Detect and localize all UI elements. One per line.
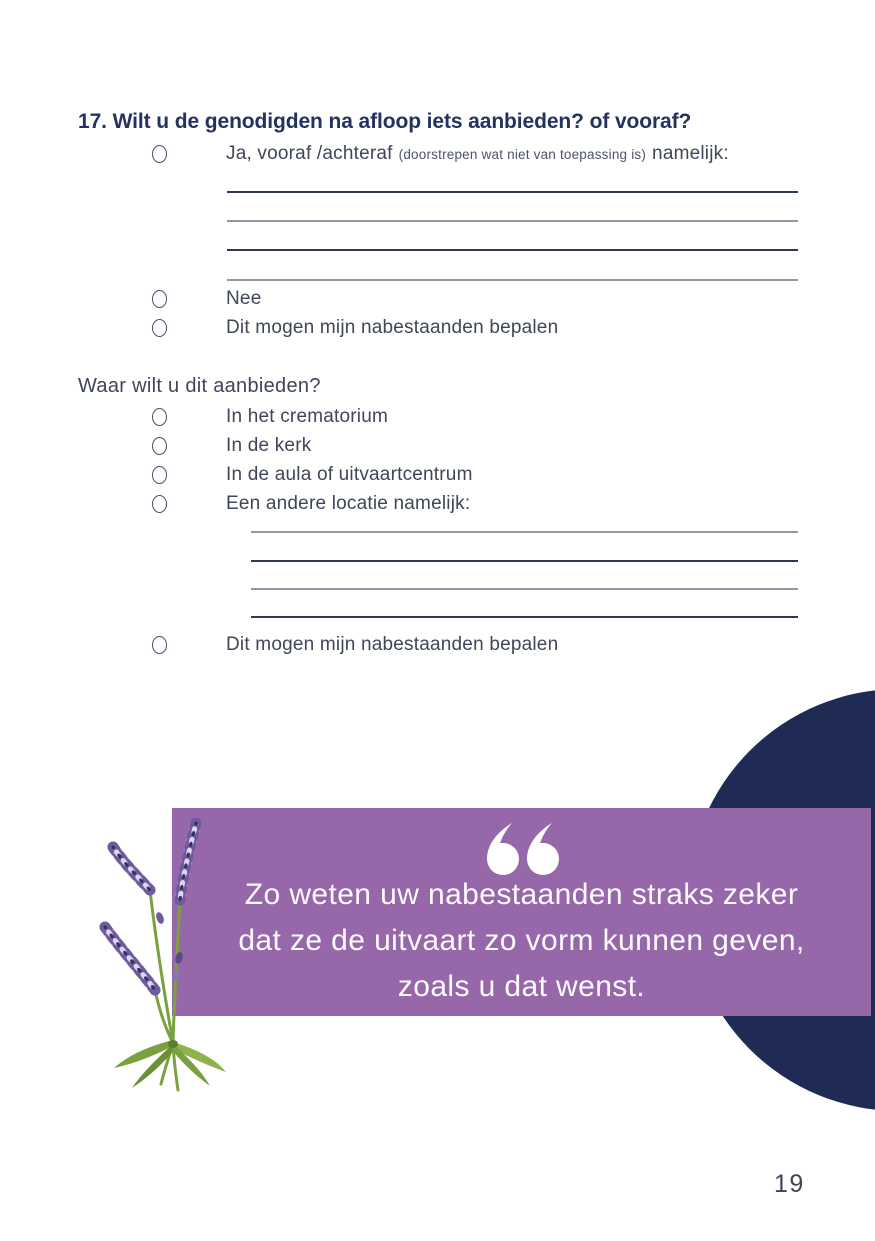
option-label	[226, 143, 729, 165]
quote-line: zoals u dat wenst.	[397, 970, 646, 1003]
option-label: Dit mogen mijn nabestaanden bepalen	[226, 634, 559, 655]
write-line[interactable]	[227, 220, 798, 222]
quote-text	[172, 872, 871, 1010]
option-label: In het crematorium	[226, 406, 388, 427]
write-line[interactable]	[227, 279, 798, 281]
option-label-note: (doorstrepen wat niet van toepassing is)	[398, 147, 647, 162]
option-row-ja	[152, 143, 729, 165]
option-row-nabestaanden-2	[152, 634, 558, 656]
quote-line: dat ze de uitvaart zo vorm kunnen geven,	[238, 924, 805, 957]
option-row-aula	[152, 464, 473, 486]
page-number: 19	[774, 1170, 805, 1198]
option-label: Een andere locatie namelijk:	[226, 493, 471, 514]
option-label-main: namelijk:	[652, 143, 729, 164]
option-label-main: Ja, vooraf /achteraf	[226, 143, 393, 164]
quote-line: Zo weten uw nabestaanden straks zeker	[244, 878, 799, 911]
option-circle-icon[interactable]	[152, 319, 167, 337]
write-line[interactable]	[227, 249, 798, 251]
question-waar-title: Waar wilt u dit aanbieden?	[78, 375, 321, 397]
write-line[interactable]	[251, 560, 798, 562]
option-row-nee	[152, 288, 261, 310]
option-circle-icon[interactable]	[152, 636, 167, 654]
option-label: In de kerk	[226, 435, 312, 456]
option-label: In de aula of uitvaartcentrum	[226, 464, 473, 485]
write-line[interactable]	[227, 191, 798, 193]
option-circle-icon[interactable]	[152, 145, 167, 163]
option-row-andere-locatie	[152, 493, 470, 515]
option-label: Nee	[226, 288, 262, 309]
write-line[interactable]	[251, 531, 798, 533]
option-row-crematorium	[152, 406, 388, 428]
option-circle-icon[interactable]	[152, 495, 167, 513]
option-label: Dit mogen mijn nabestaanden bepalen	[226, 317, 559, 338]
option-circle-icon[interactable]	[152, 466, 167, 484]
lavender-illustration	[80, 818, 230, 1113]
write-line[interactable]	[251, 616, 798, 618]
option-circle-icon[interactable]	[152, 408, 167, 426]
write-line[interactable]	[251, 588, 798, 590]
option-circle-icon[interactable]	[152, 437, 167, 455]
option-circle-icon[interactable]	[152, 290, 167, 308]
option-row-nabestaanden	[152, 317, 558, 339]
question-17-title: 17. Wilt u de genodigden na afloop iets aanbieden? of vooraf?	[78, 110, 692, 133]
option-row-kerk	[152, 435, 311, 457]
